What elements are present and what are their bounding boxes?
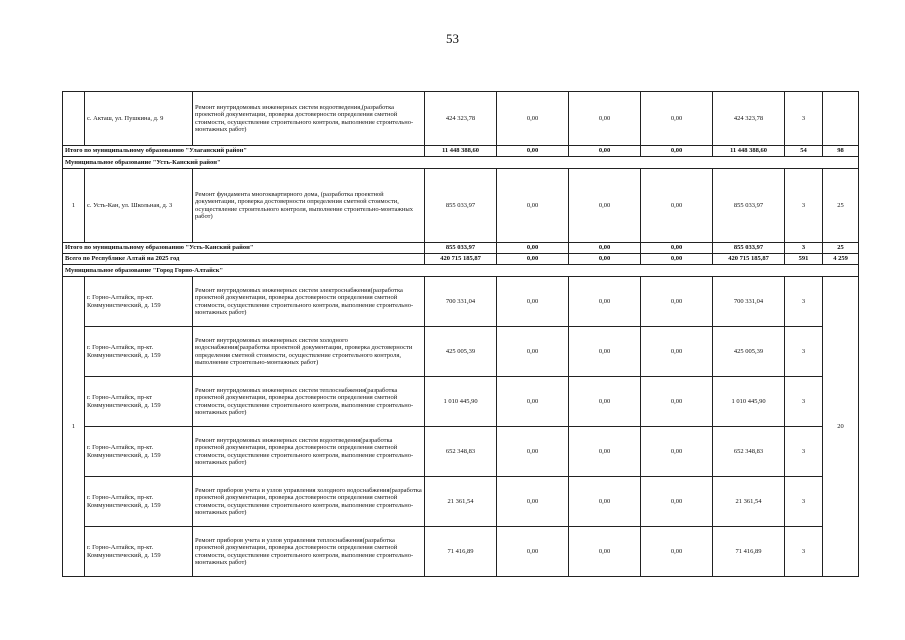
count-cell: 3 [785, 169, 823, 243]
grand-total-label: Всего по Республике Алтай на 2025 год [63, 254, 425, 265]
value-cell: 0,00 [641, 377, 713, 427]
work-cell: Ремонт внутридомовых инженерных систем водоотведения,(разработка проектной документации, проверка достоверности определения сметной стоимости, осуществление строительного контроля, выполнение строительно-монтажных работ) [193, 92, 425, 146]
value-cell: 0,00 [569, 377, 641, 427]
table-row [63, 327, 859, 377]
address-cell: г. Горно-Алтайск, пр-кт. Коммунистический, д. 159 [85, 327, 193, 377]
value-cell: 700 331,04 [713, 277, 785, 327]
value-cell: 0,00 [497, 169, 569, 243]
total-cell: 855 033,97 [425, 169, 497, 243]
value-cell: 0,00 [569, 169, 641, 243]
value-cell: 0,00 [641, 527, 713, 577]
section-header-row [63, 157, 859, 169]
value-cell: 0,00 [641, 327, 713, 377]
value-cell: 0,00 [569, 146, 641, 157]
section-header-row [63, 265, 859, 277]
value-cell: 424 323,78 [713, 92, 785, 146]
total-cell: 21 361,54 [425, 477, 497, 527]
count-cell: 54 [785, 146, 823, 157]
count-cell: 591 [785, 254, 823, 265]
value-cell: 0,00 [569, 254, 641, 265]
total-cell: 425 005,39 [425, 327, 497, 377]
total-cell: 1 010 445,90 [425, 377, 497, 427]
subtotal-label: Итого по муниципальному образованию "Усть-Канский район" [63, 243, 425, 254]
work-cell: Ремонт внутридомовых инженерных систем холодного водоснабжения(разработка проектной документации, проверка достоверности определения сметной стоимости, осуществление строительного контроля, выполнение строительно-монтажных работ) [193, 327, 425, 377]
value-cell: 11 448 388,60 [713, 146, 785, 157]
count-cell: 3 [785, 243, 823, 254]
last-cell [823, 92, 859, 146]
work-cell: Ремонт внутридомовых инженерных систем теплоснабжения(разработка проектной документации, проверка достоверности определения сметной стоимости, осуществление строительного контроля, выполнение строительно-монтажных работ) [193, 377, 425, 427]
total-cell: 855 033,97 [425, 243, 497, 254]
last-cell: 4 259 [823, 254, 859, 265]
table-row [63, 427, 859, 477]
value-cell: 652 348,83 [713, 427, 785, 477]
total-cell: 71 416,89 [425, 527, 497, 577]
value-cell: 855 033,97 [713, 169, 785, 243]
total-cell: 11 448 388,60 [425, 146, 497, 157]
work-cell: Ремонт приборов учета и узлов управления теплоснабжения(разработка проектной документации, проверка достоверности определения сметной стоимости, осуществление строительного контроля, выполнение строительно-монтажных работ) [193, 527, 425, 577]
subtotal-row [63, 146, 859, 157]
value-cell: 1 010 445,90 [713, 377, 785, 427]
value-cell: 0,00 [569, 427, 641, 477]
value-cell: 0,00 [497, 277, 569, 327]
value-cell: 0,00 [569, 277, 641, 327]
address-cell: г. Горно-Алтайск, пр-кт. Коммунистический, д. 159 [85, 527, 193, 577]
value-cell: 0,00 [569, 477, 641, 527]
capital-repair-table [62, 91, 859, 577]
work-cell: Ремонт внутридомовых инженерных систем водоотведения(разработка проектной документации, проверка достоверности определения сметной стоимости, осуществление строительного контроля, выполнение строительно-монтажных работ) [193, 427, 425, 477]
count-cell: 3 [785, 477, 823, 527]
work-cell: Ремонт внутридомовых инженерных систем электроснабжения(разработка проектной документации, проверка достоверности определения сметной стоимости, осуществление строительного контроля, выполнение строительно-монтажных работ) [193, 277, 425, 327]
value-cell: 0,00 [641, 146, 713, 157]
address-cell: г. Горно-Алтайск, пр-кт. Коммунистический, д. 159 [85, 277, 193, 327]
total-cell: 420 715 185,87 [425, 254, 497, 265]
value-cell: 0,00 [497, 254, 569, 265]
value-cell: 0,00 [641, 169, 713, 243]
last-cell: 25 [823, 243, 859, 254]
value-cell: 0,00 [497, 92, 569, 146]
value-cell: 0,00 [497, 477, 569, 527]
count-cell: 3 [785, 92, 823, 146]
last-cell: 20 [823, 277, 859, 577]
last-cell: 98 [823, 146, 859, 157]
value-cell: 425 005,39 [713, 327, 785, 377]
value-cell: 0,00 [569, 92, 641, 146]
subtotal-row [63, 243, 859, 254]
address-cell: г. Горно-Алтайск, пр-кт. Коммунистический, д. 159 [85, 477, 193, 527]
page-number: 53 [446, 31, 459, 46]
count-cell: 3 [785, 277, 823, 327]
value-cell: 0,00 [497, 377, 569, 427]
value-cell: 0,00 [569, 527, 641, 577]
value-cell: 0,00 [641, 92, 713, 146]
address-cell: г. Горно-Алтайск, пр-кт Коммунистический, д. 159 [85, 377, 193, 427]
section-header: Муниципальное образование "Город Горно-Алтайск" [63, 265, 859, 277]
subtotal-label: Итого по муниципальному образованию "Улаганский район" [63, 146, 425, 157]
total-cell: 424 323,78 [425, 92, 497, 146]
last-cell: 25 [823, 169, 859, 243]
row-index: 1 [63, 169, 85, 243]
value-cell: 0,00 [497, 327, 569, 377]
count-cell: 3 [785, 377, 823, 427]
value-cell: 0,00 [569, 243, 641, 254]
value-cell: 0,00 [497, 427, 569, 477]
value-cell: 0,00 [641, 254, 713, 265]
table-row [63, 169, 859, 243]
count-cell: 3 [785, 527, 823, 577]
row-index [63, 92, 85, 146]
address-cell: с. Акташ, ул. Пушкина, д. 9 [85, 92, 193, 146]
value-cell: 0,00 [497, 146, 569, 157]
value-cell: 0,00 [641, 277, 713, 327]
table-row [63, 527, 859, 577]
value-cell: 0,00 [569, 327, 641, 377]
value-cell: 420 715 185,87 [713, 254, 785, 265]
table-row [63, 92, 859, 146]
address-cell: с. Усть-Кан, ул. Школьная, д. 3 [85, 169, 193, 243]
value-cell: 0,00 [497, 243, 569, 254]
value-cell: 71 416,89 [713, 527, 785, 577]
address-cell: г. Горно-Алтайск, пр-кт. Коммунистический, д. 159 [85, 427, 193, 477]
value-cell: 21 361,54 [713, 477, 785, 527]
table-row [63, 377, 859, 427]
table-row [63, 477, 859, 527]
total-cell: 700 331,04 [425, 277, 497, 327]
work-cell: Ремонт фундамента многоквартирного дома, (разработка проектной документации, проверка достоверности определения сметной стоимости, осуществление строительного контроля, выполнение строительно-монтажных работ) [193, 169, 425, 243]
value-cell: 0,00 [641, 477, 713, 527]
count-cell: 3 [785, 427, 823, 477]
value-cell: 0,00 [641, 243, 713, 254]
value-cell: 0,00 [497, 527, 569, 577]
grand-total-row [63, 254, 859, 265]
row-index: 1 [63, 277, 85, 577]
value-cell: 855 033,97 [713, 243, 785, 254]
work-cell: Ремонт приборов учета и узлов управления холодного водоснабжения(разработка проектной документации, проверка достоверности определения сметной стоимости, осуществление строительного контроля, выполнение строительно-монтажных работ) [193, 477, 425, 527]
total-cell: 652 348,83 [425, 427, 497, 477]
value-cell: 0,00 [641, 427, 713, 477]
count-cell: 3 [785, 327, 823, 377]
section-header: Муниципальное образование "Усть-Канский район" [63, 157, 859, 169]
table-row [63, 277, 859, 327]
